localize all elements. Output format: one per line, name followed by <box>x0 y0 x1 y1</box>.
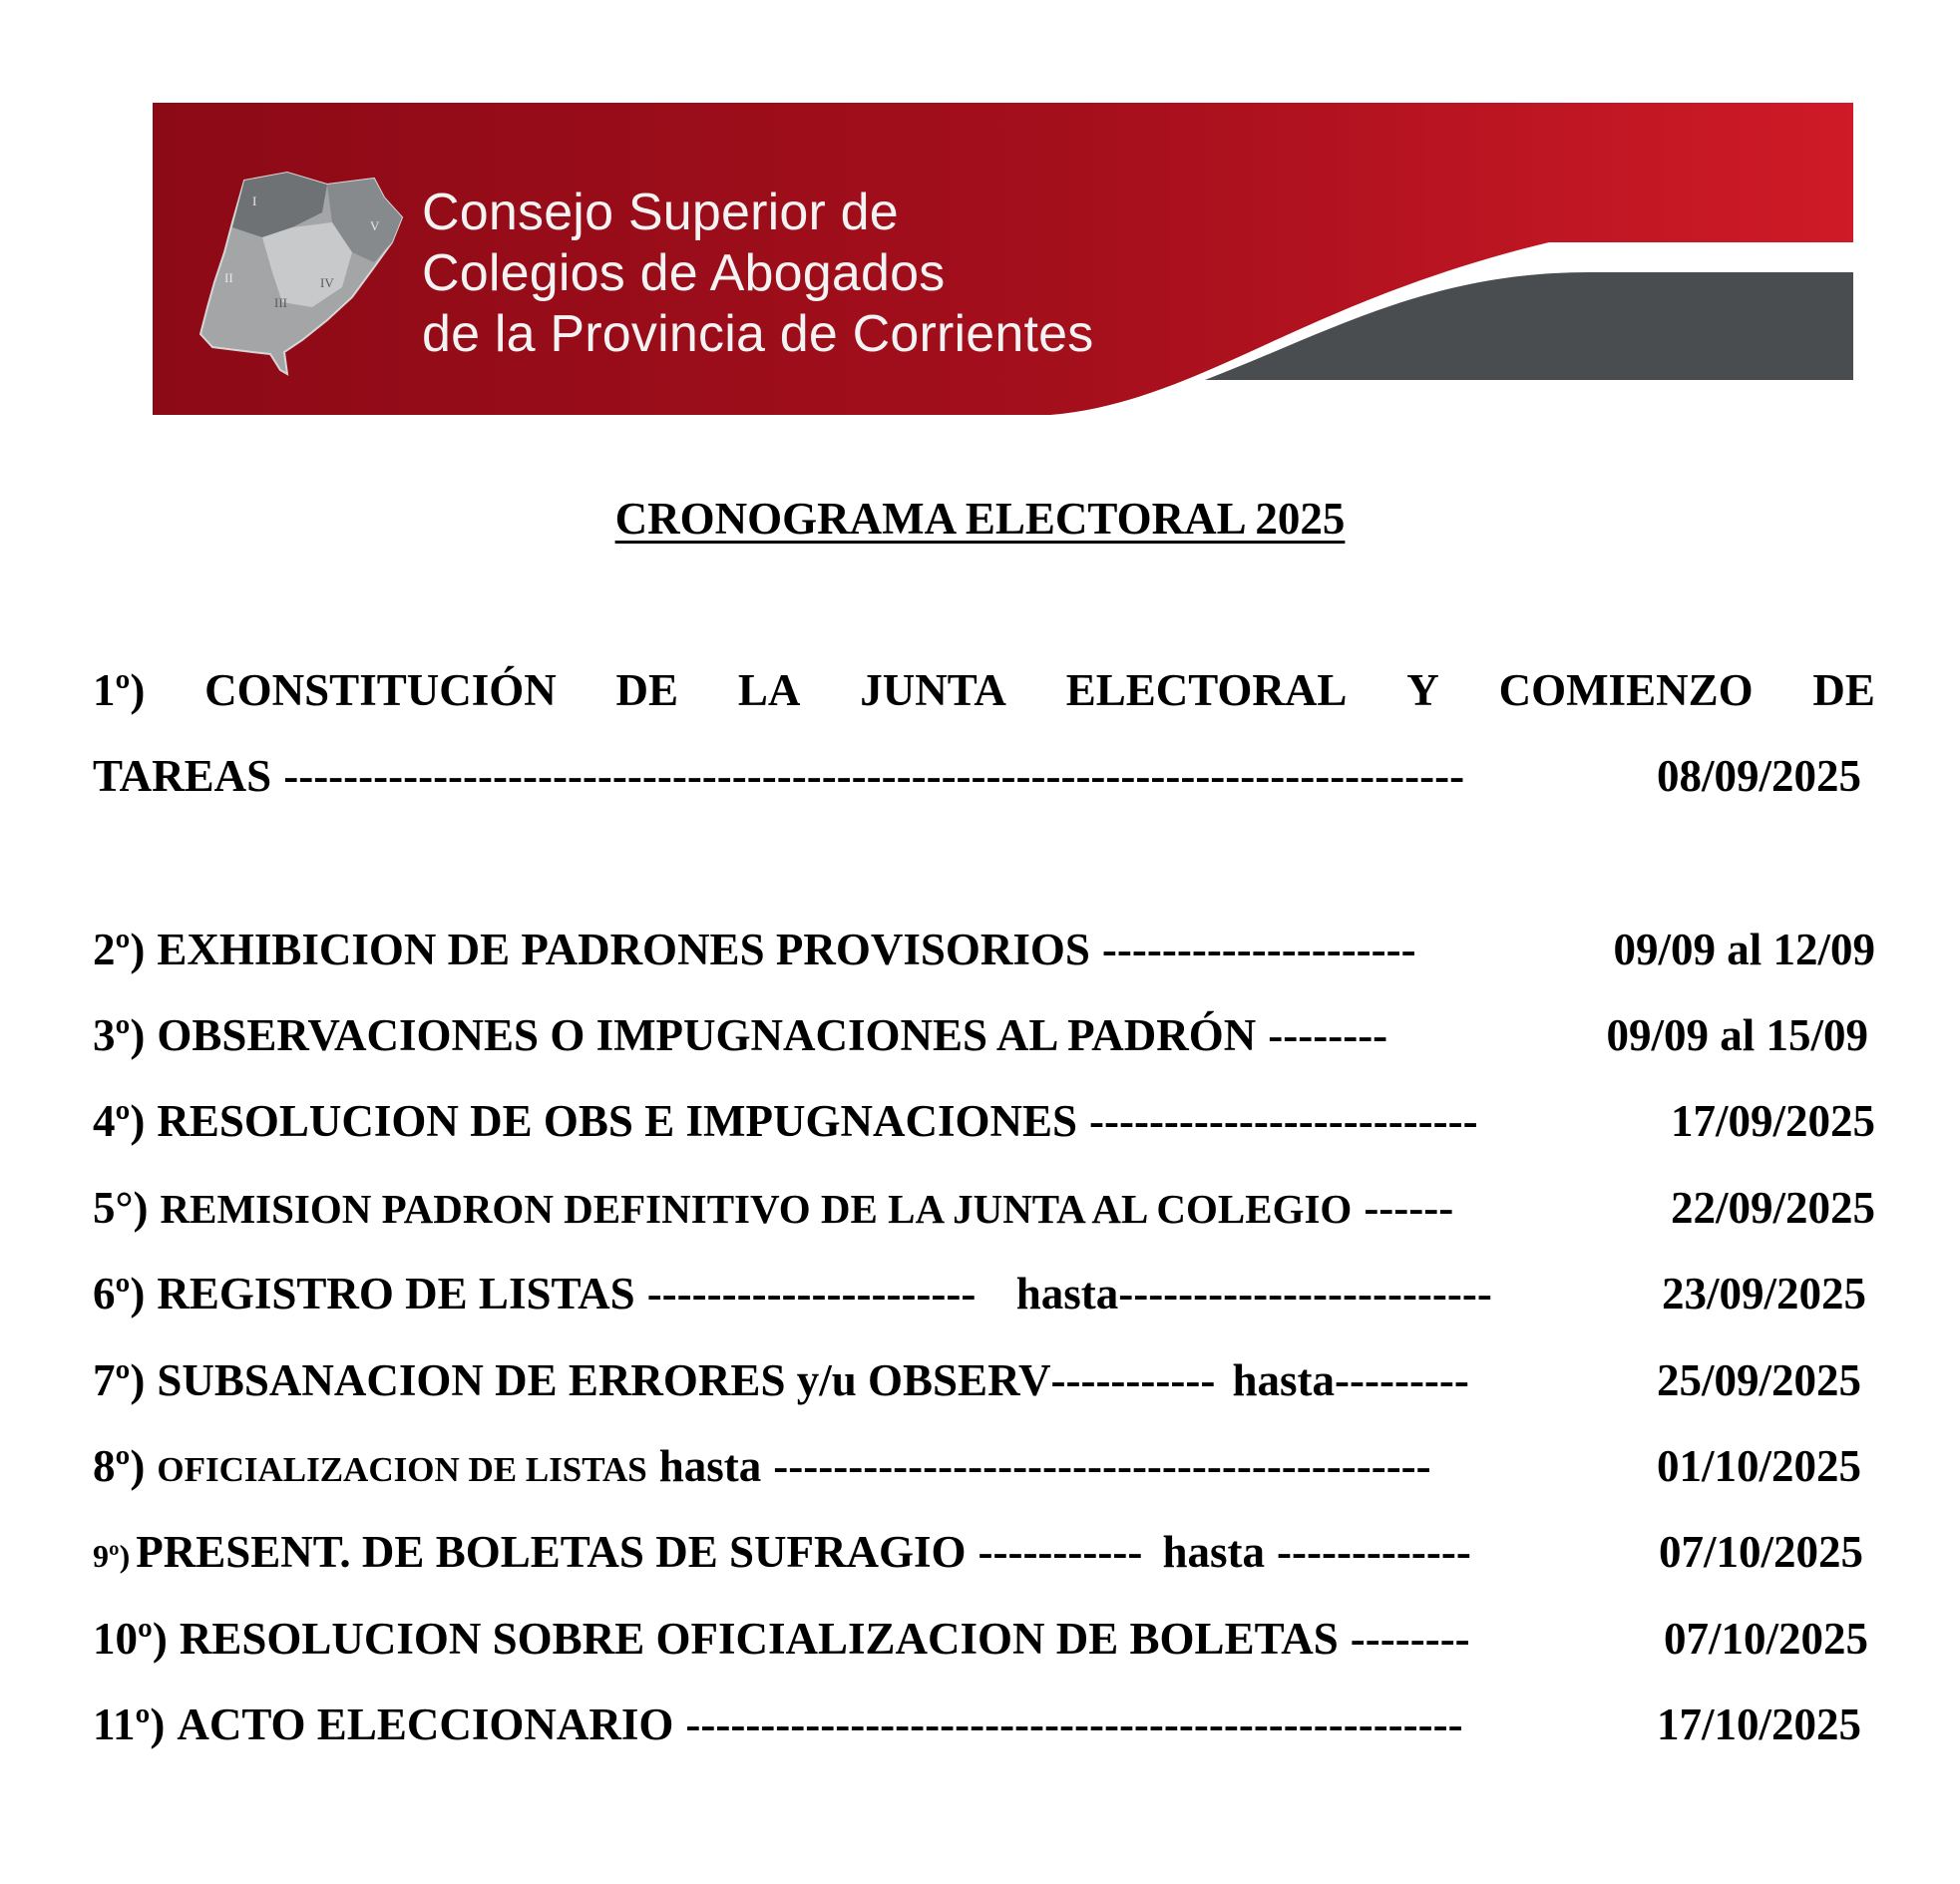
item-number: 6º) <box>93 1269 146 1319</box>
item-word: Y <box>1406 665 1439 715</box>
item-label: SUBSANACION DE ERRORES y/u OBSERV <box>157 1355 1051 1405</box>
item-date: 07/10/2025 <box>1663 1614 1868 1664</box>
item-date: 23/09/2025 <box>1661 1269 1866 1319</box>
item-number: 5°) <box>93 1183 149 1233</box>
schedule-item-2 <box>93 923 1875 976</box>
schedule-item-8 <box>93 1439 1861 1497</box>
map-label-iii: III <box>274 295 287 310</box>
item-word: CONSTITUCIÓN <box>204 665 557 715</box>
schedule-item-1 <box>93 663 1875 803</box>
item-date: 17/10/2025 <box>1656 1699 1861 1749</box>
item-label: REGISTRO DE LISTAS <box>157 1269 635 1319</box>
item-dashes: ------ <box>1364 1183 1454 1233</box>
schedule-item-3 <box>93 1008 1868 1062</box>
item-number: 9º) <box>93 1538 131 1574</box>
item-hasta: hasta <box>1162 1527 1266 1577</box>
item-number: 2º) <box>93 925 146 974</box>
item-dashes: -------------------------------------------- <box>773 1441 1431 1491</box>
organization-name <box>422 183 1093 365</box>
header-banner <box>153 103 1853 415</box>
map-label-i: I <box>252 193 257 208</box>
item-label: OFICIALIZACION DE LISTAS <box>157 1450 647 1489</box>
item-date: 09/09 al 15/09 <box>1606 1010 1868 1060</box>
item-word: COMIENZO <box>1498 665 1754 715</box>
schedule-item-11 <box>93 1697 1861 1751</box>
schedule-item-10 <box>93 1612 1868 1666</box>
item-word: LA <box>737 665 801 715</box>
schedule-item-5 <box>93 1181 1875 1236</box>
schedule-item-7 <box>93 1353 1861 1407</box>
item-date: 01/10/2025 <box>1656 1441 1861 1491</box>
item-dashes: -------- <box>1350 1614 1470 1664</box>
item-label: RESOLUCION DE OBS E IMPUGNACIONES <box>157 1096 1077 1146</box>
item-word: DE <box>615 665 679 715</box>
item-dashes: ----------- <box>978 1527 1143 1577</box>
item-number: 10º) <box>93 1614 168 1664</box>
item-number: 4º) <box>93 1096 146 1146</box>
item-word: JUNTA <box>860 665 1006 715</box>
item-number: 3º) <box>93 1010 146 1060</box>
schedule-item-9 <box>93 1525 1863 1583</box>
item-date: 17/09/2025 <box>1670 1096 1875 1146</box>
item-dashes: --------------------- <box>1101 925 1416 974</box>
item-label: RESOLUCION SOBRE OFICIALIZACION DE BOLETAS <box>179 1614 1339 1664</box>
map-label-v: V <box>370 218 380 233</box>
item-word: ELECTORAL <box>1065 665 1348 715</box>
schedule-item-1-line1 <box>93 663 1875 717</box>
map-label-iv: IV <box>320 275 334 290</box>
schedule-item-4 <box>93 1094 1875 1148</box>
item-label: EXHIBICION DE PADRONES PROVISORIOS <box>157 925 1090 974</box>
item-date: 22/09/2025 <box>1670 1183 1875 1233</box>
organization-name-line3: de la Provincia de Corrientes <box>422 305 1094 363</box>
item-label: REMISION PADRON DEFINITIVO DE LA JUNTA AL COLEGIO <box>160 1186 1353 1232</box>
item-label: OBSERVACIONES O IMPUGNACIONES AL PADRÓN <box>157 1010 1257 1060</box>
item-date: 09/09 al 12/09 <box>1613 925 1875 974</box>
item-dashes: ----------- <box>1050 1355 1216 1405</box>
item-dashes: ------------- <box>1277 1527 1471 1577</box>
item-word: DE <box>1812 665 1875 715</box>
item-number: 11º) <box>93 1699 166 1749</box>
organization-name-line2: Colegios de Abogados <box>422 244 946 302</box>
item-hasta: hasta <box>1232 1355 1336 1405</box>
document-title-text: CRONOGRAMA ELECTORAL 2025 <box>614 494 1346 544</box>
document-title <box>0 492 1960 546</box>
schedule-item-6 <box>93 1267 1866 1320</box>
item-date: 08/09/2025 <box>1656 751 1861 801</box>
item-number: 1º) <box>93 665 146 715</box>
item-dashes: --------- <box>1335 1355 1469 1405</box>
schedule-item-1-line2 <box>93 749 1861 803</box>
item-number: 8º) <box>93 1441 146 1491</box>
item-date: 25/09/2025 <box>1656 1355 1861 1405</box>
item-date: 07/10/2025 <box>1658 1527 1863 1577</box>
map-label-ii: II <box>224 270 233 285</box>
item-label: ACTO ELECCIONARIO <box>177 1699 674 1749</box>
item-number: 7º) <box>93 1355 146 1405</box>
item-dashes: ---------------------- <box>646 1269 977 1319</box>
item-dashes: ------------------------- <box>1118 1269 1492 1319</box>
item-hasta: hasta <box>658 1441 762 1491</box>
item-dashes: ---------------------------------------------------- <box>685 1699 1463 1749</box>
item-dashes: -------- <box>1268 1010 1388 1060</box>
item-dashes: -------------------------- <box>1089 1096 1478 1146</box>
item-label: PRESENT. DE BOLETAS DE SUFRAGIO <box>136 1527 967 1577</box>
organization-name-line1: Consejo Superior de <box>422 184 899 241</box>
item-label: TAREAS <box>93 751 272 801</box>
item-dashes: ------------------------------------------------------------------------------- <box>283 751 1465 801</box>
item-hasta: hasta <box>1015 1269 1119 1319</box>
